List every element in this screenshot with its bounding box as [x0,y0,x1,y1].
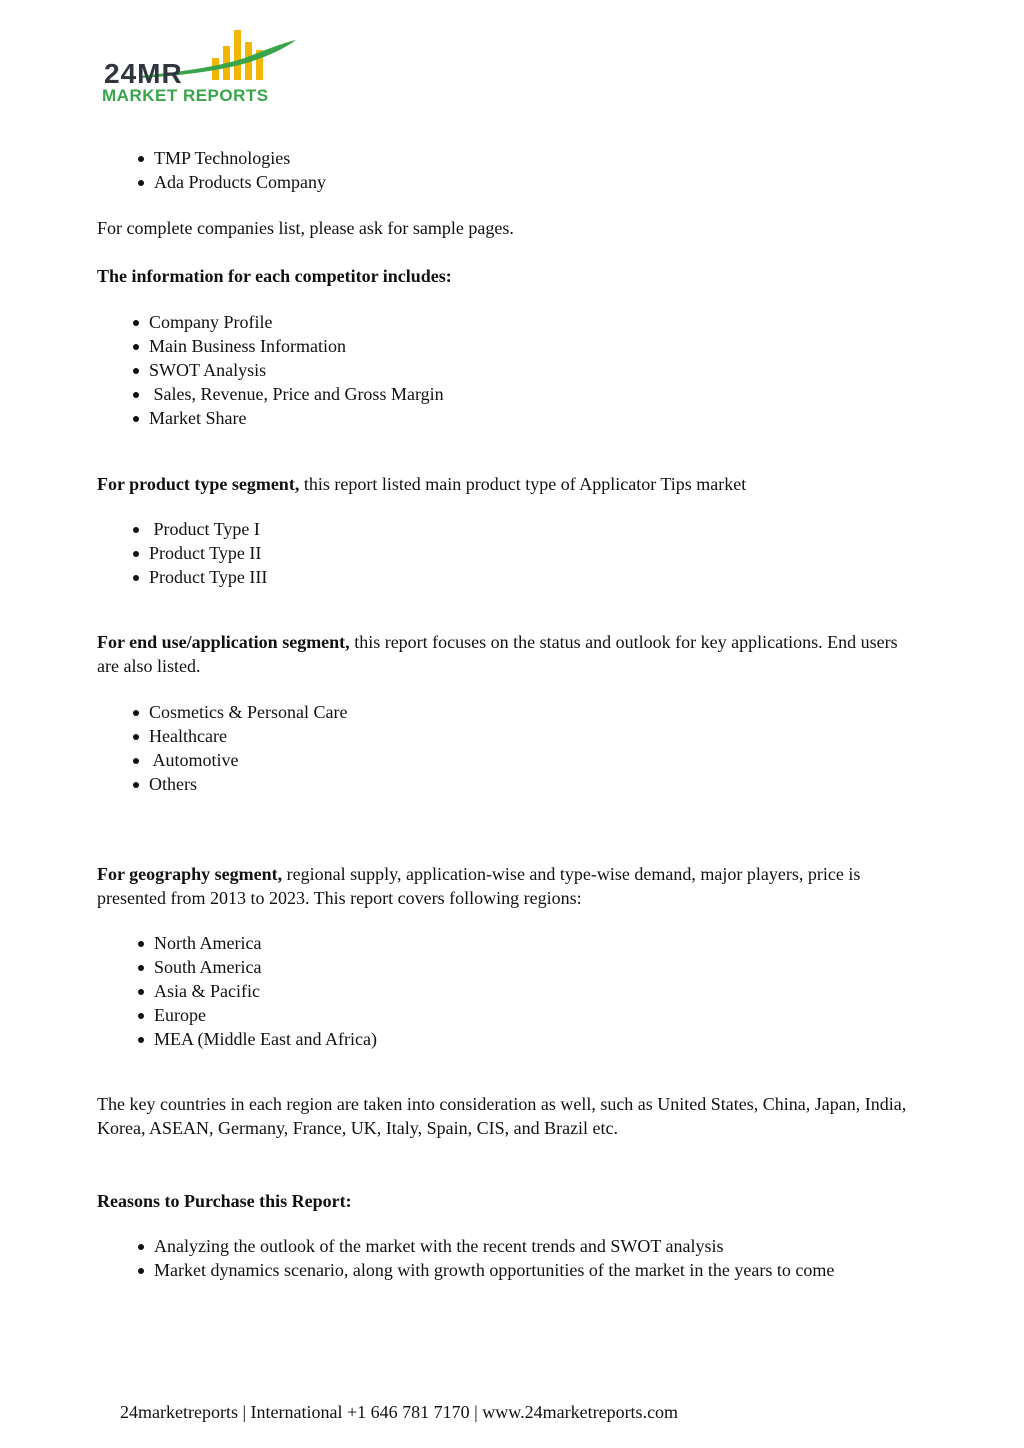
application-segment-text: this report focuses on the status and outlook for key applications. End users are also listed. [97,632,898,676]
list-item: Product Type III [149,567,268,587]
list-item: Main Business Information [149,334,444,358]
list-item: MEA (Middle East and Africa) [154,1029,377,1049]
companies-note: For complete companies list, please ask for sample pages. [97,218,514,238]
page-footer: 24marketreports | International +1 646 781 7170 | www.24marketreports.com [120,1402,679,1422]
list-item: Market Share [149,406,444,430]
companies-list [154,146,326,194]
product-segment-text: this report listed main product type of Applicator Tips market [299,474,747,494]
application-list [149,700,347,796]
logo-wordmark: 24MR [104,58,183,89]
application-segment-paragraph [97,630,917,678]
list-item: Product Type I [149,517,267,541]
logo-tagline: MARKET REPORTS [102,86,269,105]
product-segment-lead: For product type segment, [97,474,300,494]
list-item: Product Type II [149,541,267,565]
list-item: Europe [154,1003,377,1027]
company-logo [100,28,310,108]
list-item: Others [149,772,347,796]
list-item: Automotive [149,748,347,772]
countries-paragraph: The key countries in each region are taken into consideration as well, such as United States, China, Japan, India, Korea, ASEAN, Germany, France, UK, Italy, Spain, CIS, and Brazil etc. [97,1094,907,1138]
list-item: Asia & Pacific [154,979,377,1003]
reasons-list [154,1234,834,1282]
list-item: TMP Technologies [154,146,326,170]
product-segment-paragraph [97,472,917,496]
list-item: Sales, Revenue, Price and Gross Margin [149,384,444,404]
geography-segment-lead: For geography segment, [97,864,283,884]
application-segment-lead: For end use/application segment, [97,632,350,652]
list-item: Ada Products Company [154,172,326,192]
list-item: Healthcare [149,724,347,748]
geography-segment-paragraph [97,862,917,910]
list-item: Market dynamics scenario, along with growth opportunities of the market in the years to come [154,1260,835,1280]
list-item: Cosmetics & Personal Care [149,702,348,722]
geography-segment-text: regional supply, application-wise and type-wise demand, major players, price is presented from 2013 to 2023. This report covers following regions: [97,864,861,908]
regions-list [154,931,377,1051]
list-item: North America [154,931,377,955]
list-item: South America [154,955,377,979]
competitor-heading: The information for each competitor includes: [97,266,452,286]
list-item: SWOT Analysis [149,358,444,382]
list-item: Analyzing the outlook of the market with the recent trends and SWOT analysis [154,1234,834,1258]
list-item: Company Profile [149,310,444,334]
competitor-info-list [149,310,444,430]
reasons-heading: Reasons to Purchase this Report: [97,1191,352,1211]
product-type-list [149,517,267,589]
